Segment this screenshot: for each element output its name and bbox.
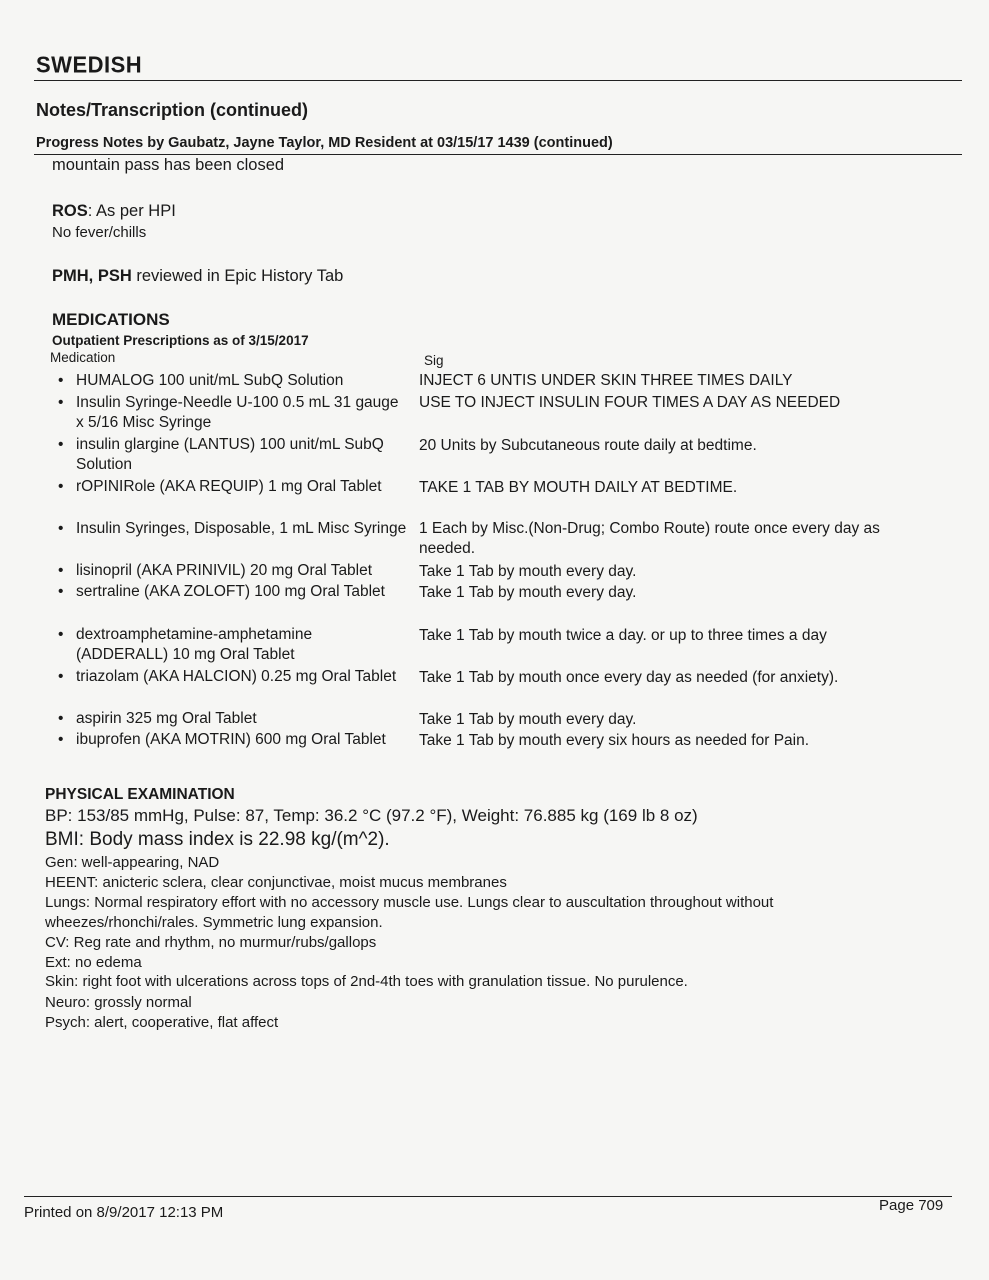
med-row-name: • dextroamphetamine-amphetamine (ADDERALL) 10 mg Oral Tablet xyxy=(58,626,313,663)
exam-line: Neuro: grossly normal xyxy=(45,994,192,1011)
med-row-name: • Insulin Syringe-Needle U-100 0.5 mL 31 gauge x 5/16 Misc Syringe xyxy=(58,394,399,431)
med-row-sig: Take 1 Tab by mouth every day. xyxy=(419,711,637,728)
med-row-sig: Take 1 Tab by mouth twice a day. or up to three times a day xyxy=(419,627,827,644)
exam-bmi: BMI: Body mass index is 22.98 kg/(m^2). xyxy=(45,829,390,850)
exam-line: HEENT: anicteric sclera, clear conjunctivae, moist mucus membranes xyxy=(45,874,507,891)
med-row-name: • HUMALOG 100 unit/mL SubQ Solution xyxy=(58,372,344,389)
exam-vitals: BP: 153/85 mmHg, Pulse: 87, Temp: 36.2 °C (97.2 °F), Weight: 76.885 kg (169 lb 8 oz) xyxy=(45,806,698,825)
ros-label: ROS xyxy=(52,202,88,220)
med-row-sig: 20 Units by Subcutaneous route daily at bedtime. xyxy=(419,437,757,454)
med-row-sig: Take 1 Tab by mouth once every day as needed (for anxiety). xyxy=(419,669,839,686)
page-number: Page 709 xyxy=(879,1197,944,1214)
pmh-label: PMH, PSH xyxy=(52,267,132,285)
ros-line xyxy=(52,202,176,221)
header-rule xyxy=(34,80,962,81)
med-row-name: • Insulin Syringes, Disposable, 1 mL Misc Syringe xyxy=(58,520,407,537)
exam-line: Lungs: Normal respiratory effort with no accessory muscle use. Lungs clear to auscultation throughout without xyxy=(45,894,774,911)
medications-subtitle: Outpatient Prescriptions as of 3/15/2017 xyxy=(52,333,309,348)
med-row-name: • sertraline (AKA ZOLOFT) 100 mg Oral Tablet xyxy=(58,583,385,600)
exam-line: Skin: right foot with ulcerations across tops of 2nd-4th toes with granulation tissue. No purulence. xyxy=(45,973,688,990)
med-row-name: • insulin glargine (LANTUS) 100 unit/mL SubQ Solution xyxy=(58,436,384,473)
sig-column-header: Sig xyxy=(424,353,444,368)
printed-date: Printed on 8/9/2017 12:13 PM xyxy=(24,1204,224,1221)
progress-note-rule xyxy=(34,154,962,155)
med-row-name: • lisinopril (AKA PRINIVIL) 20 mg Oral Tablet xyxy=(58,562,373,579)
med-row-sig: USE TO INJECT INSULIN FOUR TIMES A DAY AS NEEDED xyxy=(419,394,841,411)
pmh-line xyxy=(52,267,343,286)
exam-line: Gen: well-appearing, NAD xyxy=(45,854,220,871)
med-row-name: • aspirin 325 mg Oral Tablet xyxy=(58,710,257,727)
med-row-sig: 1 Each by Misc.(Non-Drug; Combo Route) route once every day as needed. xyxy=(419,520,880,557)
exam-title: PHYSICAL EXAMINATION xyxy=(45,786,235,803)
brand-logo-text: SWEDISH xyxy=(36,51,143,78)
med-row-sig: Take 1 Tab by mouth every day. xyxy=(419,563,637,580)
exam-line: Ext: no edema xyxy=(45,954,142,971)
med-row-name: • triazolam (AKA HALCION) 0.25 mg Oral Tablet xyxy=(58,668,397,685)
exam-line: Psych: alert, cooperative, flat affect xyxy=(45,1014,279,1031)
med-row-sig: TAKE 1 TAB BY MOUTH DAILY AT BEDTIME. xyxy=(419,479,738,496)
ros-detail: No fever/chills xyxy=(52,224,147,241)
progress-note-header: Progress Notes by Gaubatz, Jayne Taylor, MD Resident at 03/15/17 1439 (continued) xyxy=(36,135,613,151)
medication-column-header: Medication xyxy=(50,350,116,365)
section-title: Notes/Transcription (continued) xyxy=(36,100,309,120)
med-row-sig: INJECT 6 UNTIS UNDER SKIN THREE TIMES DAILY xyxy=(419,372,793,389)
med-row-name: • ibuprofen (AKA MOTRIN) 600 mg Oral Tablet xyxy=(58,731,386,748)
med-row-sig: Take 1 Tab by mouth every day. xyxy=(419,584,637,601)
exam-line: CV: Reg rate and rhythm, no murmur/rubs/gallops xyxy=(45,934,377,951)
pmh-value: reviewed in Epic History Tab xyxy=(131,267,344,285)
exam-line: wheezes/rhonchi/rales. Symmetric lung expansion. xyxy=(45,914,383,931)
intro-line: mountain pass has been closed xyxy=(52,156,285,174)
med-row-name: • rOPINIRole (AKA REQUIP) 1 mg Oral Tablet xyxy=(58,478,382,495)
ros-value: : As per HPI xyxy=(87,202,176,220)
medications-title: MEDICATIONS xyxy=(52,310,170,329)
med-row-sig: Take 1 Tab by mouth every six hours as needed for Pain. xyxy=(419,732,810,749)
footer-rule xyxy=(24,1196,952,1197)
